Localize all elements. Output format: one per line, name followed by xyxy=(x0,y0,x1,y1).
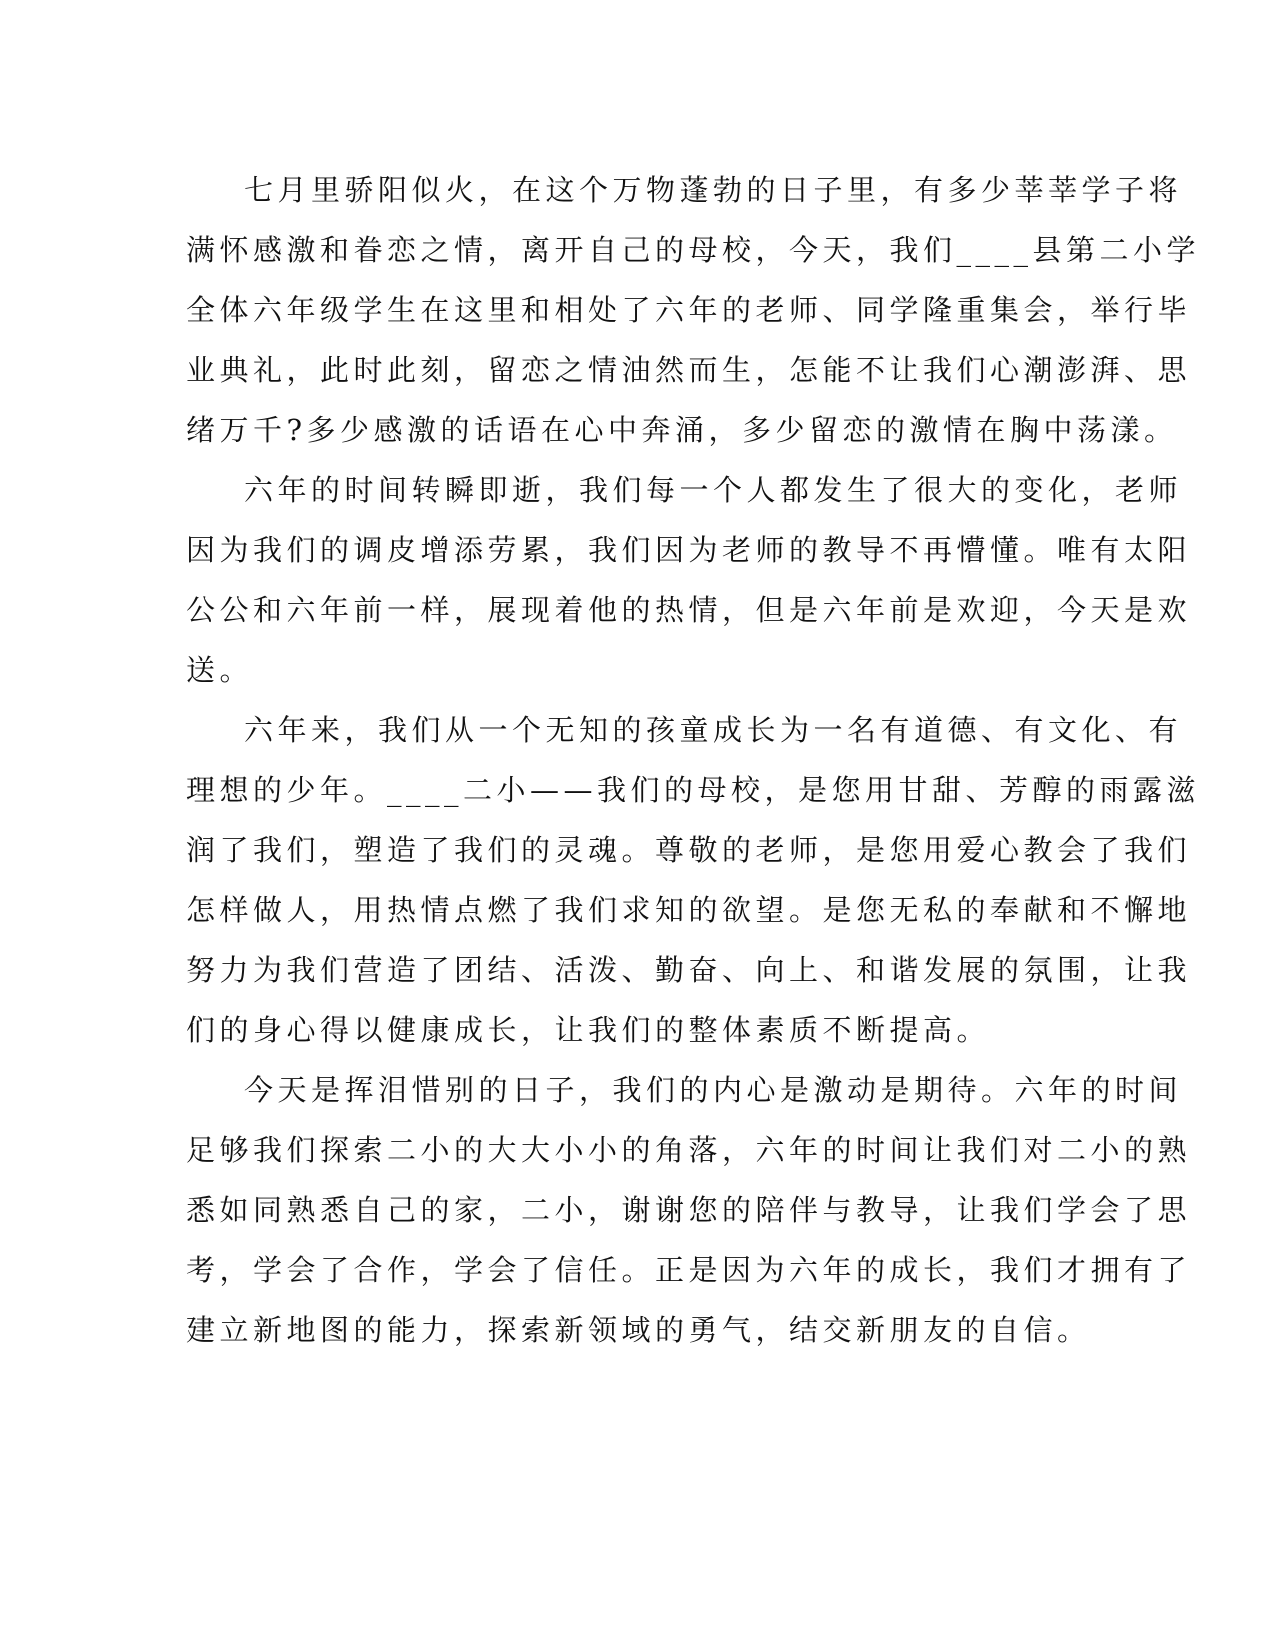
text-line: 六年来，我们从一个无知的孩童成长为一名有道德、有文化、有 xyxy=(244,713,1183,747)
paragraph-3 xyxy=(186,700,1201,1060)
text-line: 六年的时间转瞬即逝，我们每一个人都发生了很大的变化，老师 xyxy=(244,473,1183,507)
paragraph-2 xyxy=(186,460,1192,700)
text-line: 今天是挥泪惜别的日子，我们的内心是激动是期待。六年的时间 xyxy=(244,1073,1183,1107)
paragraph-1 xyxy=(186,160,1201,460)
text-line: 绪万千?多少感激的话语在心中奔涌，多少留恋的激情在胸中荡漾。 xyxy=(186,413,1178,447)
text-line: 努力为我们营造了团结、活泼、勤奋、向上、和谐发展的氛围，让我 xyxy=(186,953,1192,987)
text-line: 考，学会了合作，学会了信任。正是因为六年的成长，我们才拥有了 xyxy=(186,1253,1192,1287)
text-line: 理想的少年。____二小——我们的母校，是您用甘甜、芳醇的雨露滋 xyxy=(186,773,1201,807)
text-line: 全体六年级学生在这里和相处了六年的老师、同学隆重集会，举行毕 xyxy=(186,293,1192,327)
text-line: 足够我们探索二小的大大小小的角落，六年的时间让我们对二小的熟 xyxy=(186,1133,1192,1167)
text-line: 悉如同熟悉自己的家，二小，谢谢您的陪伴与教导，让我们学会了思 xyxy=(186,1193,1192,1227)
text-line: 公公和六年前一样，展现着他的热情，但是六年前是欢迎，今天是欢 xyxy=(186,593,1192,627)
text-line: 业典礼，此时此刻，留恋之情油然而生，怎能不让我们心潮澎湃、思 xyxy=(186,353,1192,387)
text-line: 们的身心得以健康成长，让我们的整体素质不断提高。 xyxy=(186,1013,991,1047)
text-line: 润了我们，塑造了我们的灵魂。尊敬的老师，是您用爱心教会了我们 xyxy=(186,833,1192,867)
text-line: 因为我们的调皮增添劳累，我们因为老师的教导不再懵懂。唯有太阳 xyxy=(186,533,1192,567)
text-line: 送。 xyxy=(186,653,254,687)
document-body xyxy=(186,160,1201,1360)
text-line: 怎样做人，用热情点燃了我们求知的欲望。是您无私的奉献和不懈地 xyxy=(186,893,1192,927)
text-line: 建立新地图的能力，探索新领域的勇气，结交新朋友的自信。 xyxy=(186,1313,1091,1347)
text-line: 七月里骄阳似火，在这个万物蓬勃的日子里，有多少莘莘学子将 xyxy=(244,173,1183,207)
paragraph-4 xyxy=(186,1060,1192,1360)
text-line: 满怀感激和眷恋之情，离开自己的母校，今天，我们____县第二小学 xyxy=(186,233,1201,267)
